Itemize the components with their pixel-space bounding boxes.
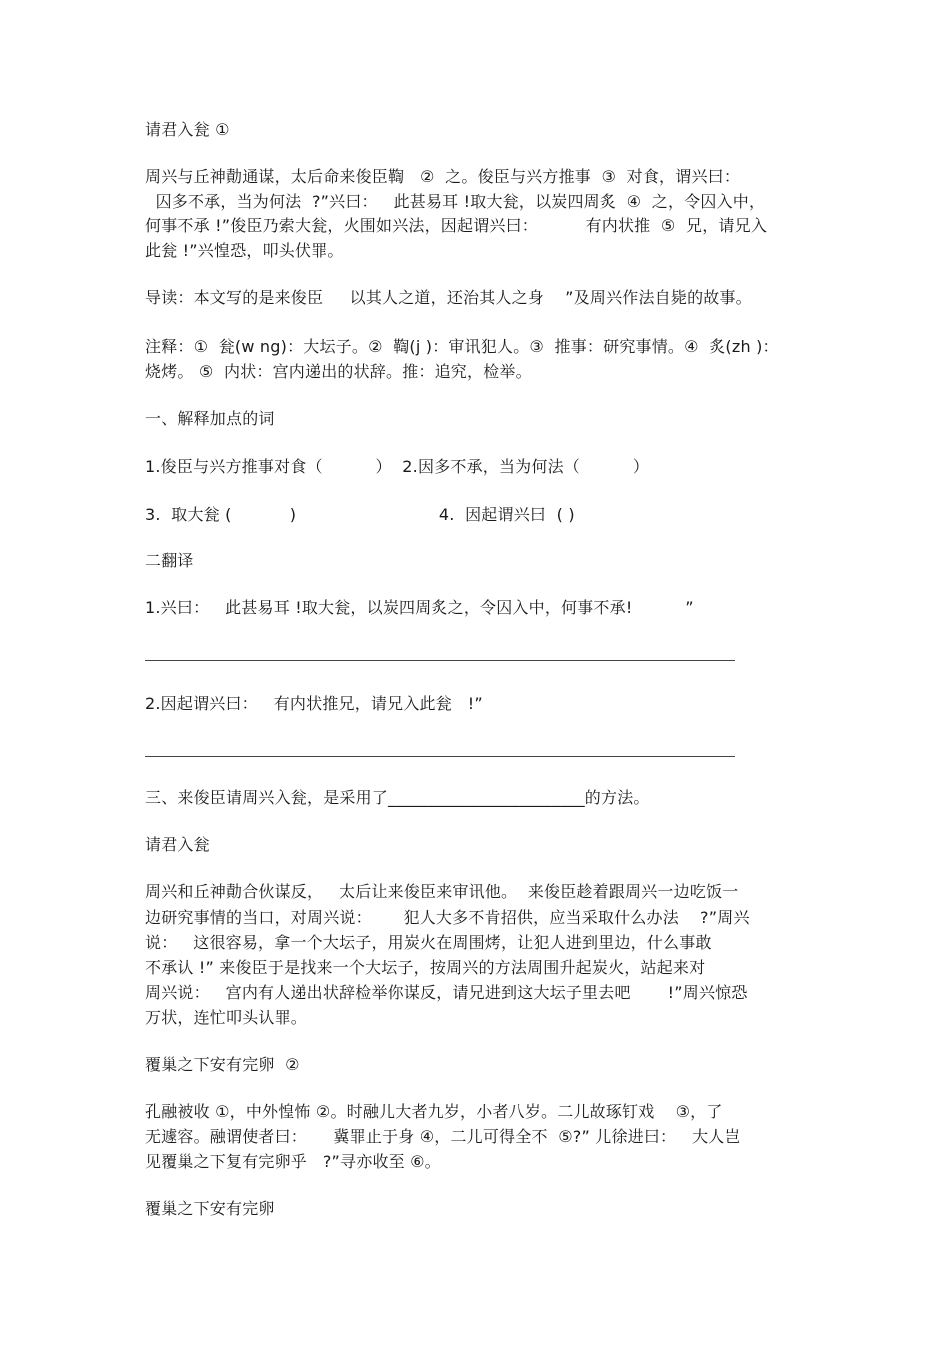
story2-line: 无遽容。融谓使者曰： 冀罪止于身 ④，二儿可得全不 ⑤?” 儿徐进曰： 大人岂 [145,1127,741,1146]
translation-line: 边研究事情的当口，对周兴说： 犯人大多不肯招供，应当采取什么办法 ?”周兴 [145,908,750,927]
story2-title: 覆巢之下安有完卵 ② [145,1055,300,1074]
translation-line: 周兴和丘神勣合伙谋反， 太后让来俊臣来审讯他。 来俊臣趁着跟周兴一边吃饭一 [145,882,739,901]
translation-title: 请君入瓮 [145,835,210,854]
translation-line: 说： 这很容易，拿一个大坛子，用炭火在周围烤，让犯人进到里边，什么事敢 [145,933,712,952]
answer-line [145,660,735,661]
notes-line: 注释：① 瓮(w ng)：大坛子。② 鞫(j )：审讯犯人。③ 推事：研究事情。④ 炙(zh )： [145,337,779,356]
translation-line: 万状，连忙叩头认罪。 [145,1008,308,1027]
story2-line: 见覆巢之下复有完卵乎 ?”寻亦收至 ⑥。 [145,1152,441,1171]
story2-translation-title: 覆巢之下安有完卵 [145,1199,275,1218]
passage-line: 周兴与丘神勣通谋，太后命来俊臣鞫 ② 之。俊臣与兴方推事 ③ 对食，谓兴曰： [145,167,741,186]
translate-question-2: 2.因起谓兴曰： 有内状推兄，请兄入此瓮 !” [145,694,483,713]
translation-line: 周兴说： 宫内有人递出状辞检举你谋反，请兄进到这大坛子里去吧 !”周兴惊恐 [145,983,748,1002]
passage-line: 此瓮 !”兴惶恐，叩头伏罪。 [145,241,344,260]
section1-row: 3. 取大瓮 ( ) 4. 因起谓兴曰 ( ) [145,505,575,524]
passage-line: 囚多不承，当为何法 ?”兴曰： 此甚易耳 !取大瓮，以炭四周炙 ④ 之，令囚入中， [145,192,766,211]
answer-line [145,756,735,757]
section1-heading: 一、解释加点的词 [145,409,275,428]
section3-question: 三、来俊臣请周兴入瓮，是采用了________________________的方法。 [145,788,650,807]
story-title: 请君入瓮 ① [145,120,230,139]
passage-line: 何事不承 !”俊臣乃索大瓮，火围如兴法，因起谓兴曰： 有内状推 ⑤ 兄，请兄入 [145,216,768,235]
section1-row: 1.俊臣与兴方推事对食（ ） 2.因多不承，当为何法（ ） [145,457,650,476]
notes-line: 烧烤。 ⑤ 内状：宫内递出的状辞。推：追究，检举。 [145,362,532,381]
translation-line: 不承认 !” 来俊臣于是找来一个大坛子，按周兴的方法周围升起炭火，站起来对 [145,958,706,977]
translate-question-1: 1.兴曰： 此甚易耳 !取大瓮，以炭四周炙之，令囚入中，何事不承! ” [145,598,694,617]
guide-text: 导读：本文写的是来俊臣 以其人之道，还治其人之身 ”及周兴作法自毙的故事。 [145,288,752,307]
story2-line: 孔融被收 ①，中外惶怖 ②。时融儿大者九岁，小者八岁。二儿故琢钉戏 ③，了 [145,1102,723,1121]
section2-heading: 二翻译 [145,551,194,570]
